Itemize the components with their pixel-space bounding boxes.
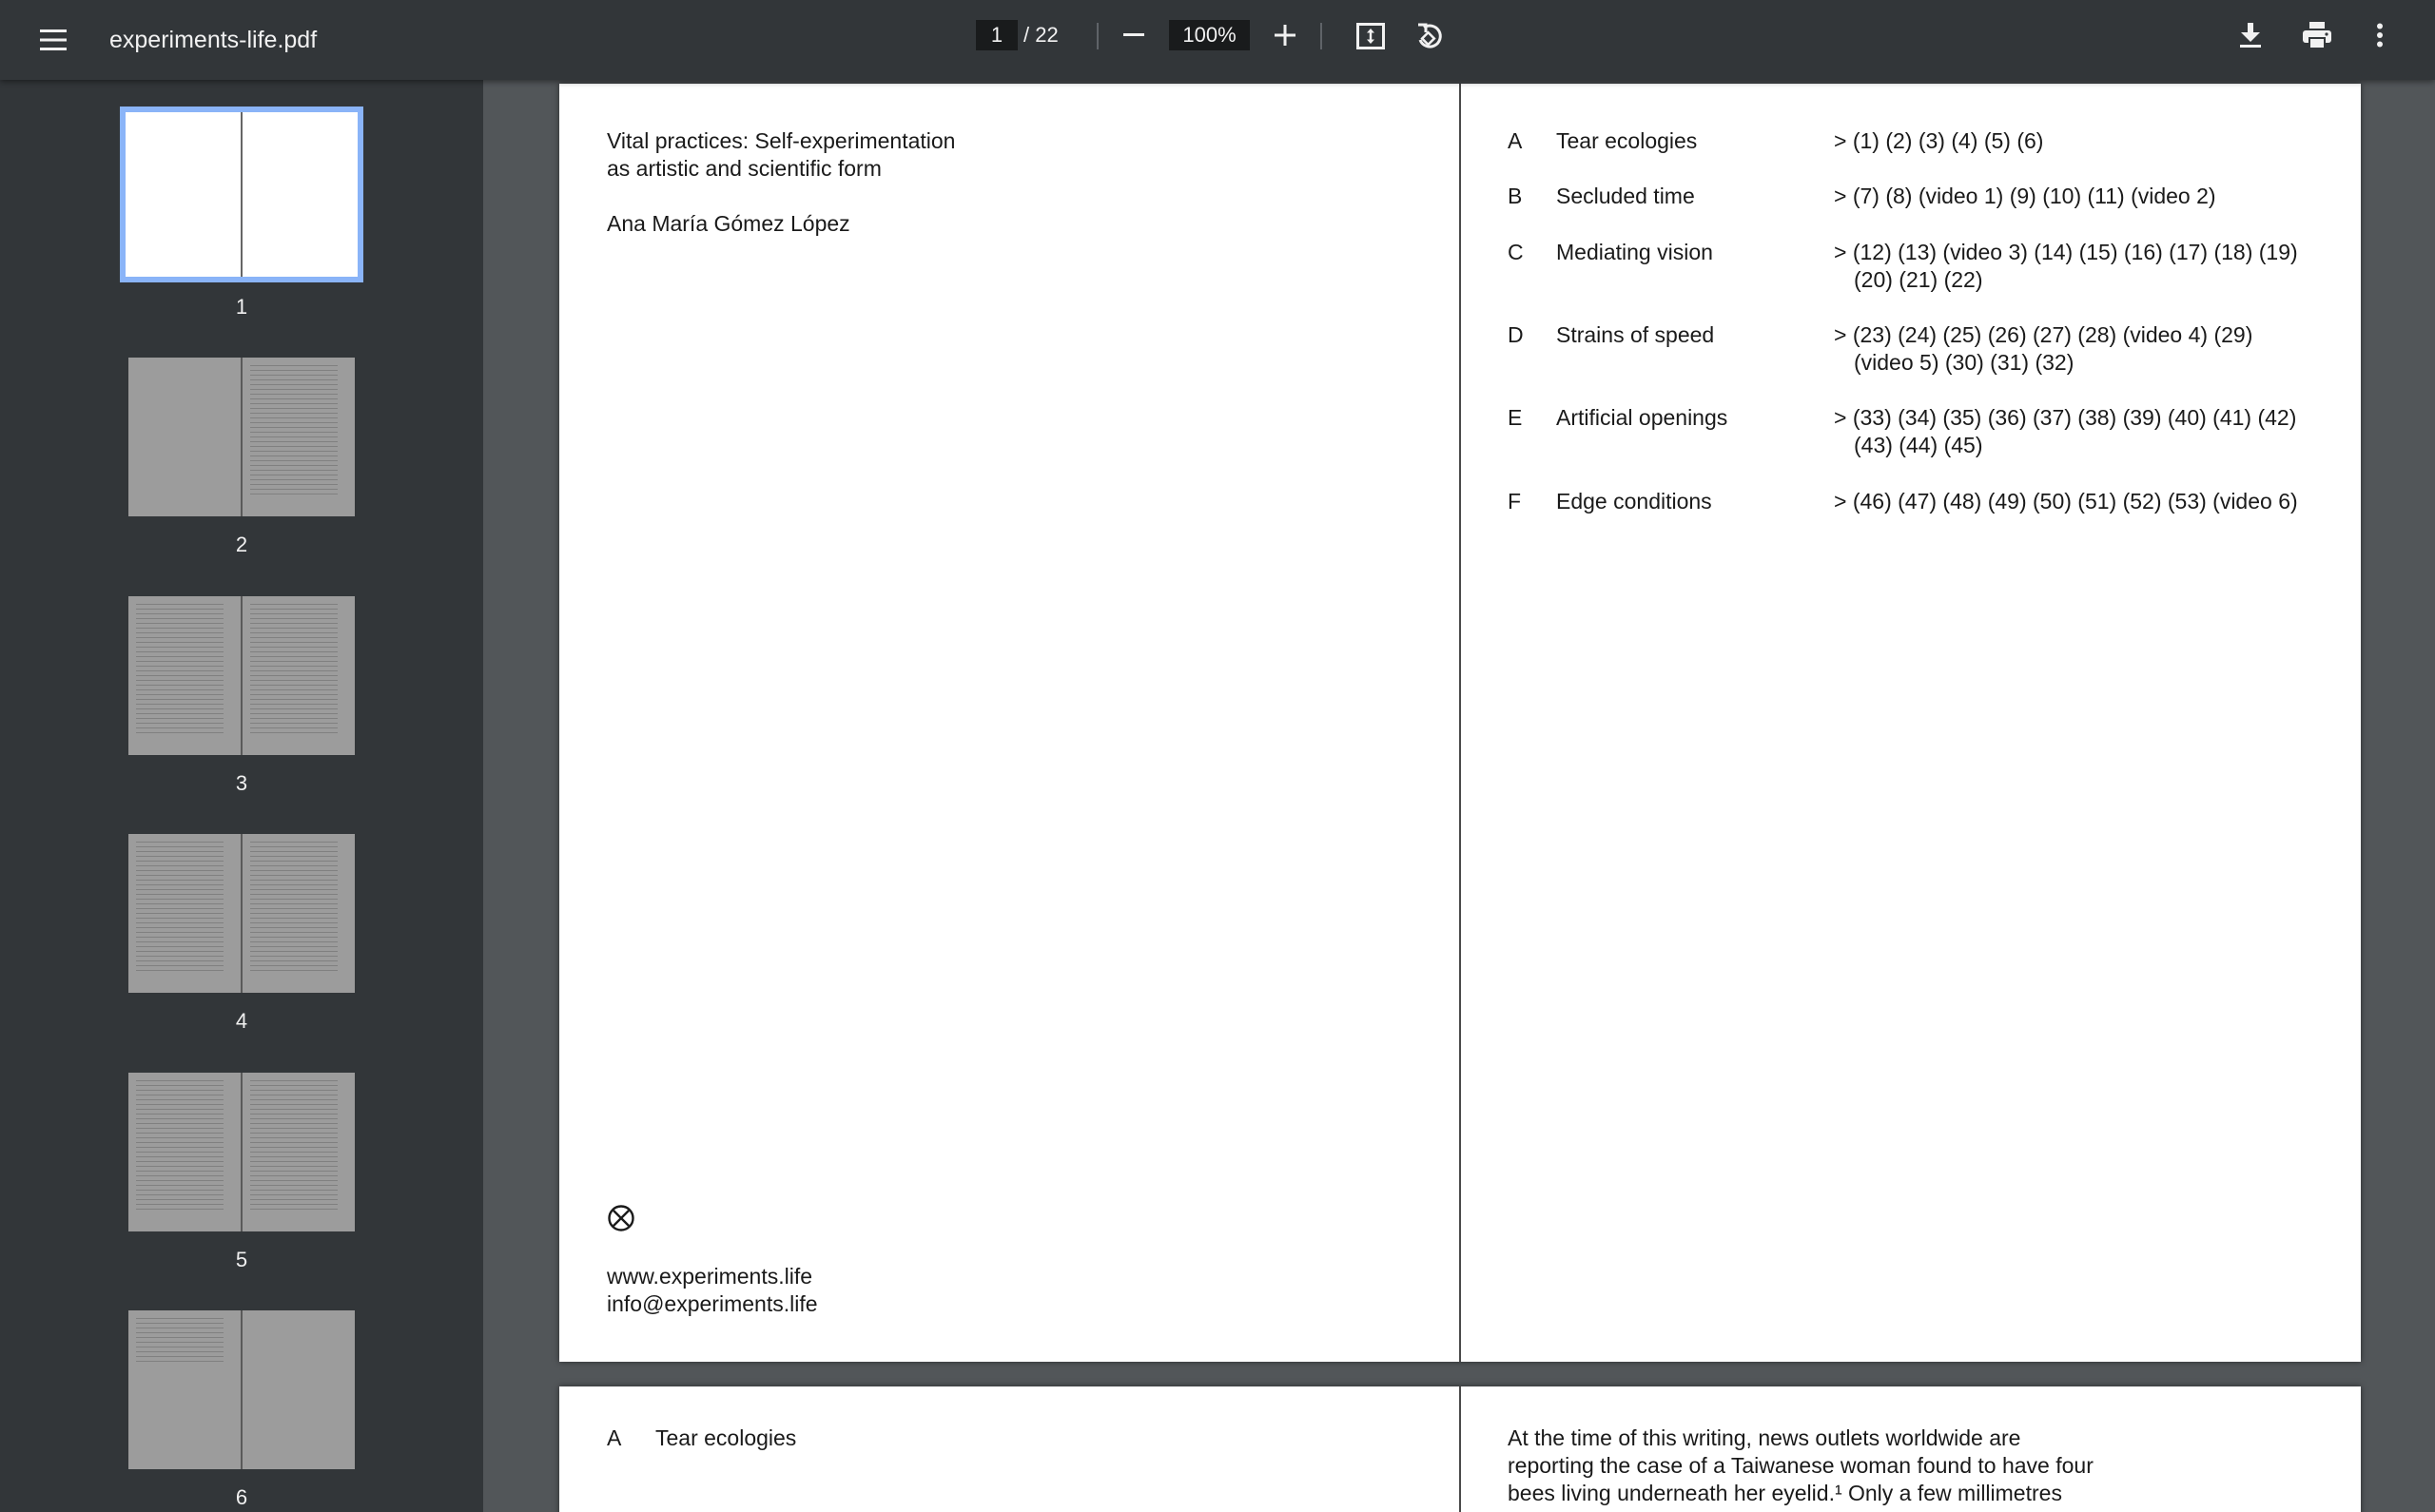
page-total: / 22 bbox=[1023, 23, 1059, 47]
toolbar-divider bbox=[1097, 23, 1099, 49]
thumbnail-sidebar bbox=[0, 80, 483, 1512]
thumbnail-page-6[interactable] bbox=[128, 1310, 355, 1469]
thumbnail-spine bbox=[241, 596, 243, 755]
thumbnail-label: 5 bbox=[235, 1248, 248, 1271]
thumbnail-spine bbox=[241, 834, 243, 993]
toolbar-divider bbox=[1320, 23, 1322, 49]
toc-references-continued: (43) (44) (45) bbox=[1854, 433, 1983, 457]
thumbnail-text-lines bbox=[250, 1080, 338, 1212]
fit-to-page-icon[interactable] bbox=[1351, 16, 1391, 56]
thumbnail-text-lines bbox=[250, 604, 338, 736]
thumbnail-text-lines bbox=[136, 1318, 224, 1365]
body-text-line: At the time of this writing, news outlets worldwide are bbox=[1508, 1425, 2021, 1450]
thumbnail-page-3[interactable] bbox=[128, 596, 355, 755]
author-name: Ana María Gómez López bbox=[607, 211, 850, 236]
toc-letter: B bbox=[1508, 184, 1523, 208]
thumbnail-page-5[interactable] bbox=[128, 1073, 355, 1231]
toc-references-continued: (video 5) (30) (31) (32) bbox=[1854, 350, 2075, 375]
pdf-toolbar bbox=[0, 0, 2435, 80]
thumbnail-text-lines bbox=[250, 365, 338, 497]
email-link[interactable]: info@experiments.life bbox=[607, 1291, 818, 1316]
thumbnail-text-lines bbox=[250, 842, 338, 974]
thumbnail-text-lines bbox=[136, 604, 224, 736]
toc-section-name: Strains of speed bbox=[1556, 322, 1715, 347]
thumbnail-page-1[interactable] bbox=[126, 112, 358, 277]
thumbnail-label: 6 bbox=[235, 1485, 248, 1509]
thumbnail-spine bbox=[241, 358, 243, 516]
zoom-level-input[interactable] bbox=[1169, 20, 1250, 50]
body-text-line: bees living underneath her eyelid.¹ Only a few millimetres bbox=[1508, 1481, 2062, 1505]
toc-letter: D bbox=[1508, 322, 1524, 347]
thumbnail-page-2[interactable] bbox=[128, 358, 355, 516]
thumbnail-spine bbox=[241, 112, 243, 277]
website-link[interactable]: www.experiments.life bbox=[607, 1264, 813, 1289]
toc-letter: C bbox=[1508, 240, 1524, 264]
toc-letter: A bbox=[1508, 128, 1523, 153]
toc-section-name: Tear ecologies bbox=[1556, 128, 1698, 153]
toc-references-continued: (20) (21) (22) bbox=[1854, 267, 1983, 292]
thumbnail-spine bbox=[241, 1310, 243, 1469]
toc-letter: F bbox=[1508, 489, 1522, 514]
thumbnail-label: 4 bbox=[235, 1009, 248, 1033]
spread-divider bbox=[1459, 1386, 1461, 1512]
toc-section-name: Artificial openings bbox=[1556, 405, 1728, 430]
document-title: experiments-life.pdf bbox=[109, 27, 318, 53]
print-icon[interactable] bbox=[2295, 15, 2339, 55]
thumbnail-label: 1 bbox=[235, 295, 248, 319]
body-text-line: reporting the case of a Taiwanese woman found to have four bbox=[1508, 1453, 2094, 1478]
toc-section-name: Secluded time bbox=[1556, 184, 1695, 208]
document-title-line-2: as artistic and scientific form bbox=[607, 156, 882, 181]
menu-icon[interactable] bbox=[29, 17, 78, 63]
thumbnail-label: 2 bbox=[235, 533, 248, 556]
circled-x-logo-icon bbox=[607, 1204, 635, 1232]
thumbnail-page-4[interactable] bbox=[128, 834, 355, 993]
toc-references: > (7) (8) (video 1) (9) (10) (11) (video 2) bbox=[1834, 184, 2216, 208]
thumbnail-label: 3 bbox=[235, 771, 248, 795]
zoom-out-icon[interactable] bbox=[1115, 16, 1153, 54]
document-viewer[interactable] bbox=[483, 80, 2435, 1512]
toc-section-name: Mediating vision bbox=[1556, 240, 1713, 264]
pdf-page-1 bbox=[559, 84, 2361, 1362]
toc-letter: E bbox=[1508, 405, 1523, 430]
toc-references: > (33) (34) (35) (36) (37) (38) (39) (40) (41) (42) bbox=[1834, 405, 2297, 430]
section-letter: A bbox=[607, 1425, 622, 1450]
page-number-input[interactable] bbox=[976, 20, 1018, 50]
thumbnail-spine bbox=[241, 1073, 243, 1231]
more-options-icon[interactable] bbox=[2361, 15, 2399, 55]
toc-references: > (1) (2) (3) (4) (5) (6) bbox=[1834, 128, 2044, 153]
thumbnail-text-lines bbox=[136, 1080, 224, 1212]
rotate-icon[interactable] bbox=[1410, 16, 1450, 56]
download-icon[interactable] bbox=[2230, 15, 2270, 55]
toc-references: > (23) (24) (25) (26) (27) (28) (video 4) (29) bbox=[1834, 322, 2253, 347]
section-title: Tear ecologies bbox=[655, 1425, 797, 1450]
toc-references: > (12) (13) (video 3) (14) (15) (16) (17) (18) (19) bbox=[1834, 240, 2298, 264]
document-title-line-1: Vital practices: Self-experimentation bbox=[607, 128, 956, 153]
toc-section-name: Edge conditions bbox=[1556, 489, 1712, 514]
pdf-page-2 bbox=[559, 1386, 2361, 1512]
zoom-in-icon[interactable] bbox=[1266, 16, 1304, 54]
thumbnail-text-lines bbox=[136, 842, 224, 974]
spread-divider bbox=[1459, 84, 1461, 1362]
toc-references: > (46) (47) (48) (49) (50) (51) (52) (53) (video 6) bbox=[1834, 489, 2298, 514]
